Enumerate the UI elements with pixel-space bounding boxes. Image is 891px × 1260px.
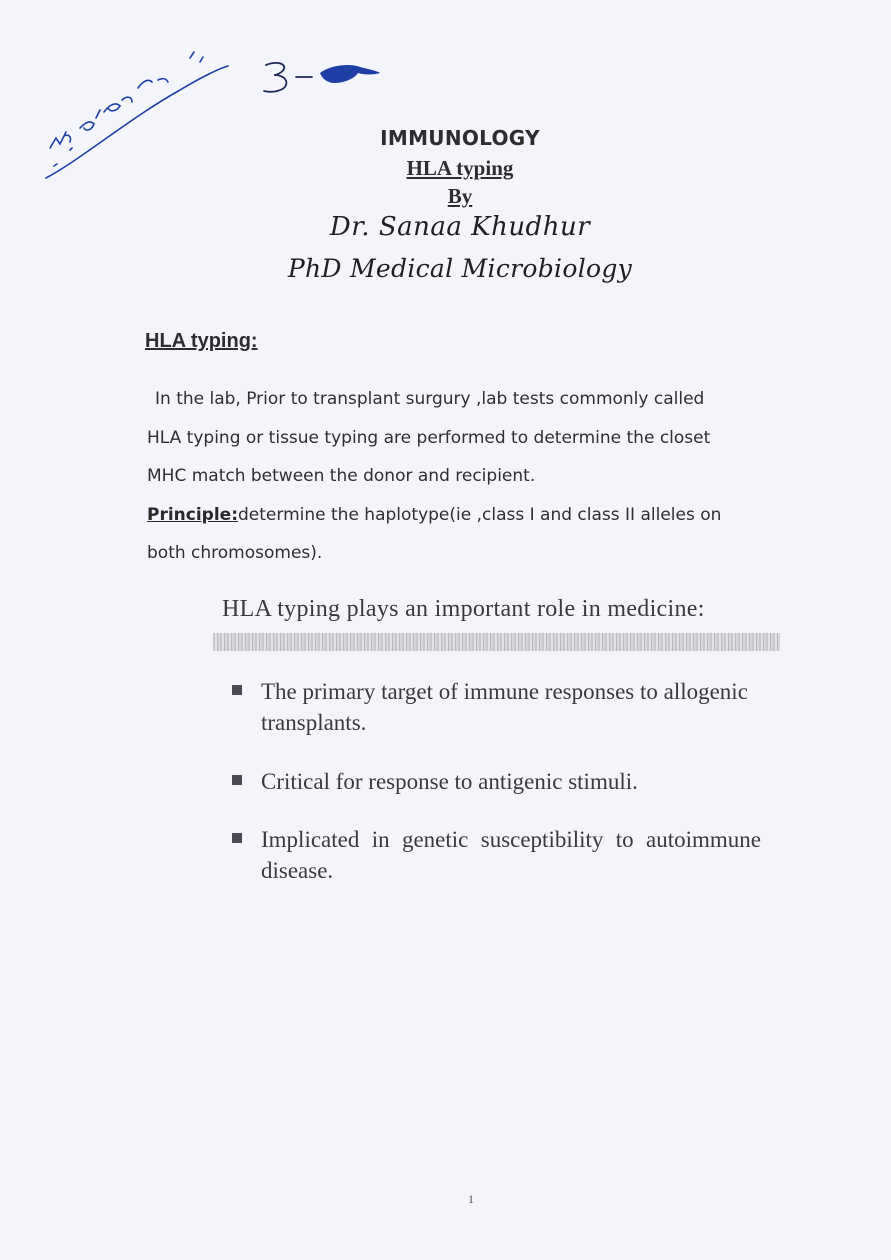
paragraph-line: MHC match between the donor and recipient. [147,466,536,486]
paragraph-line: HLA typing or tissue typing are performed to determine the closet [147,427,711,448]
square-bullet-icon [232,685,242,695]
list-item-text: The primary target of immune responses to allogenic transplants. [261,679,748,735]
list-item [232,676,761,738]
subject-heading: IMMUNOLOGY [380,126,540,150]
by-line: By [447,184,473,208]
principle-text: determine the haplotype(ie ,class I and class II alleles on [238,504,722,525]
square-bullet-icon [232,775,242,785]
author-degree: PhD Medical Microbiology [287,254,633,283]
section-body [147,380,767,573]
paragraph-line: In the lab, Prior to transplant surgury ,lab tests commonly called [155,389,705,409]
list-item-text: Critical for response to antigenic stimuli. [261,769,638,794]
list-item [232,824,761,886]
principle-line [147,496,767,535]
list-item-text: Implicated in genetic susceptibility to autoimmune disease. [261,827,761,883]
handwritten-page-mark [260,55,385,95]
principle-line: both chromosomes). [147,543,323,563]
slide-title: HLA typing plays an important role in medicine: [222,596,705,622]
section-heading: HLA typing: [145,330,258,352]
square-bullet-icon [232,833,242,843]
author-name: Dr. Sanaa Khudhur [329,212,591,242]
topic-heading: HLA typing [406,156,514,180]
slide-divider-bar [213,633,780,651]
principle-label: Principle: [147,504,239,525]
page-number: 1 [468,1192,474,1206]
list-item [232,766,761,797]
